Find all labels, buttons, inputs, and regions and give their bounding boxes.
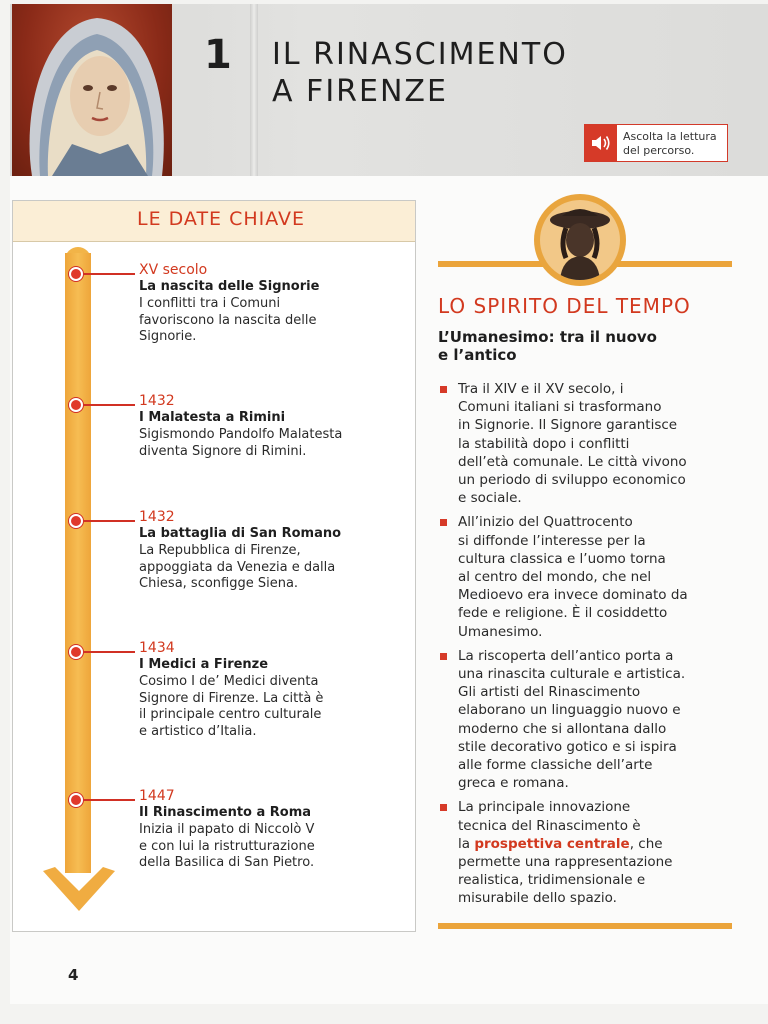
bullet-line: permette una rappresentazione	[458, 854, 673, 871]
bullet-line: dell’età comunale. Le città vivono	[458, 453, 687, 470]
event-description	[139, 427, 379, 460]
key-dates-header	[13, 201, 415, 242]
timeline-connector	[83, 799, 135, 801]
event-title: I Malatesta a Rimini	[139, 410, 286, 425]
bullet-line: fede e religione. È il cosiddetto	[458, 605, 668, 622]
bullet-item	[438, 380, 738, 507]
bullet-line: elaborano un linguaggio nuovo e	[458, 702, 681, 719]
spirit-subtitle-line2: e l’antico	[438, 346, 517, 364]
event-description-line: Inizia il papato di Niccolò V	[139, 822, 315, 837]
audio-reading-button[interactable]	[584, 124, 728, 162]
header-divider	[250, 4, 258, 176]
book-page	[10, 4, 768, 1004]
bullet-item	[438, 647, 738, 793]
bullet-line: Umanesimo.	[458, 623, 543, 640]
timeline-dot	[69, 398, 83, 412]
spirit-subtitle	[438, 328, 728, 364]
timeline-dot	[69, 514, 83, 528]
key-dates-title: LE DATE CHIAVE	[137, 208, 306, 230]
timeline-connector	[83, 520, 135, 522]
event-title: La nascita delle Signorie	[139, 279, 320, 294]
audio-label-line1: Ascolta la lettura	[623, 130, 717, 143]
audio-label	[623, 130, 727, 158]
audio-label-line2: del percorso.	[623, 144, 695, 157]
bullet-line: misurabile dello spazio.	[458, 890, 617, 907]
event-title: Il Rinascimento a Roma	[139, 805, 312, 820]
event-description-line: Signore di Firenze. La città è	[139, 690, 324, 706]
bullet-line: greca e romana.	[458, 775, 569, 792]
chapter-title-line2: A FIRENZE	[272, 74, 448, 109]
chapter-header	[10, 4, 768, 176]
bullet-line: cultura classica e l’uomo torna	[458, 550, 666, 567]
bullet-line: la stabilità dopo i conflitti	[458, 435, 630, 452]
event-description	[139, 543, 379, 593]
event-description-line: il principale centro culturale	[139, 707, 322, 722]
bullet-line: al centro del mondo, che nel	[458, 569, 652, 586]
event-year: 1447	[139, 788, 175, 804]
bullet-item	[438, 513, 738, 640]
spirit-subtitle-line1: L’Umanesimo: tra il nuovo	[438, 328, 657, 346]
timeline-connector	[83, 404, 135, 406]
event-description-line: favoriscono la nascita delle	[139, 312, 317, 328]
spirit-section-title: LO SPIRITO DEL TEMPO	[438, 294, 691, 318]
bullet-line: Tra il XIV e il XV secolo, i	[458, 381, 624, 397]
event-description-line: e artistico d’Italia.	[139, 723, 257, 739]
event-description-line: I conflitti tra i Comuni	[139, 296, 281, 311]
bullet-square-icon	[440, 653, 447, 660]
timeline-dot	[69, 645, 83, 659]
chapter-title-line1: IL RINASCIMENTO	[272, 37, 568, 72]
madonna-portrait-illustration	[12, 4, 172, 176]
spirit-bullet-list	[438, 380, 738, 914]
key-dates-box	[12, 200, 416, 932]
event-description-line: La Repubblica di Firenze,	[139, 543, 301, 558]
bullet-line: si diffonde l’interesse per la	[458, 532, 646, 549]
bullet-line: All’inizio del Quattrocento	[458, 514, 633, 531]
bullet-line: e sociale.	[458, 490, 522, 507]
event-year: 1434	[139, 640, 175, 656]
event-description-line: Cosimo I de’ Medici diventa	[139, 674, 319, 689]
bullet-line: alle forme classiche dell’arte	[458, 757, 653, 774]
timeline-dot	[69, 793, 83, 807]
event-title: La battaglia di San Romano	[139, 526, 342, 541]
bullet-line: stile decorativo gotico e si ispira	[458, 738, 677, 755]
event-year: XV secolo	[139, 262, 208, 278]
david-statue-illustration	[540, 200, 620, 280]
bullet-line: moderno che si allontana dallo	[458, 720, 667, 737]
event-description	[139, 296, 379, 346]
bullet-line: un periodo di sviluppo economico	[458, 472, 686, 489]
highlight-term: prospettiva centrale	[474, 835, 630, 852]
event-description-line: appoggiata da Venezia e dalla	[139, 559, 336, 575]
event-description-line: Signorie.	[139, 329, 197, 344]
timeline-bar	[65, 253, 91, 873]
event-description-line: diventa Signore di Rimini.	[139, 443, 307, 459]
speaker-icon	[585, 125, 617, 161]
bullet-line: tecnica del Rinascimento è	[458, 817, 641, 834]
bullet-line: realistica, tridimensionale e	[458, 872, 646, 889]
event-year: 1432	[139, 509, 175, 525]
timeline-connector	[83, 273, 135, 275]
bullet-line: , che	[629, 835, 663, 852]
timeline-connector	[83, 651, 135, 653]
bullet-line: La principale innovazione	[458, 799, 631, 816]
event-description	[139, 674, 379, 740]
section-rule-bottom	[438, 923, 732, 929]
bullet-line: una rinascita culturale e artistica.	[458, 666, 686, 683]
chapter-title	[272, 36, 568, 110]
bullet-square-icon	[440, 519, 447, 526]
medallion-inner	[540, 200, 620, 280]
event-description-line: e con lui la ristrutturazione	[139, 838, 315, 854]
timeline-dot	[69, 267, 83, 281]
event-description	[139, 822, 379, 872]
event-title: I Medici a Firenze	[139, 657, 269, 672]
event-description-line: Sigismondo Pandolfo Malatesta	[139, 427, 343, 442]
bullet-square-icon	[440, 386, 447, 393]
bullet-square-icon	[440, 804, 447, 811]
event-description-line: Chiesa, sconfigge Siena.	[139, 576, 299, 591]
bullet-line: La riscoperta dell’antico porta a	[458, 647, 674, 664]
bullet-line: Medioevo era invece dominato da	[458, 587, 688, 604]
bullet-item	[438, 798, 738, 907]
page-number: 4	[68, 966, 79, 984]
donatello-medallion-image	[534, 194, 626, 286]
timeline-arrow-icon	[39, 857, 119, 917]
bullet-line: Comuni italiani si trasformano	[458, 399, 662, 416]
chapter-number: 1	[204, 32, 232, 78]
event-year: 1432	[139, 393, 175, 409]
bullet-line: Gli artisti del Rinascimento	[458, 684, 641, 701]
bullet-line: la	[458, 835, 475, 852]
bullet-line: in Signorie. Il Signore garantisce	[458, 417, 678, 434]
event-description-line: della Basilica di San Pietro.	[139, 855, 315, 870]
madonna-portrait-image	[12, 4, 172, 176]
